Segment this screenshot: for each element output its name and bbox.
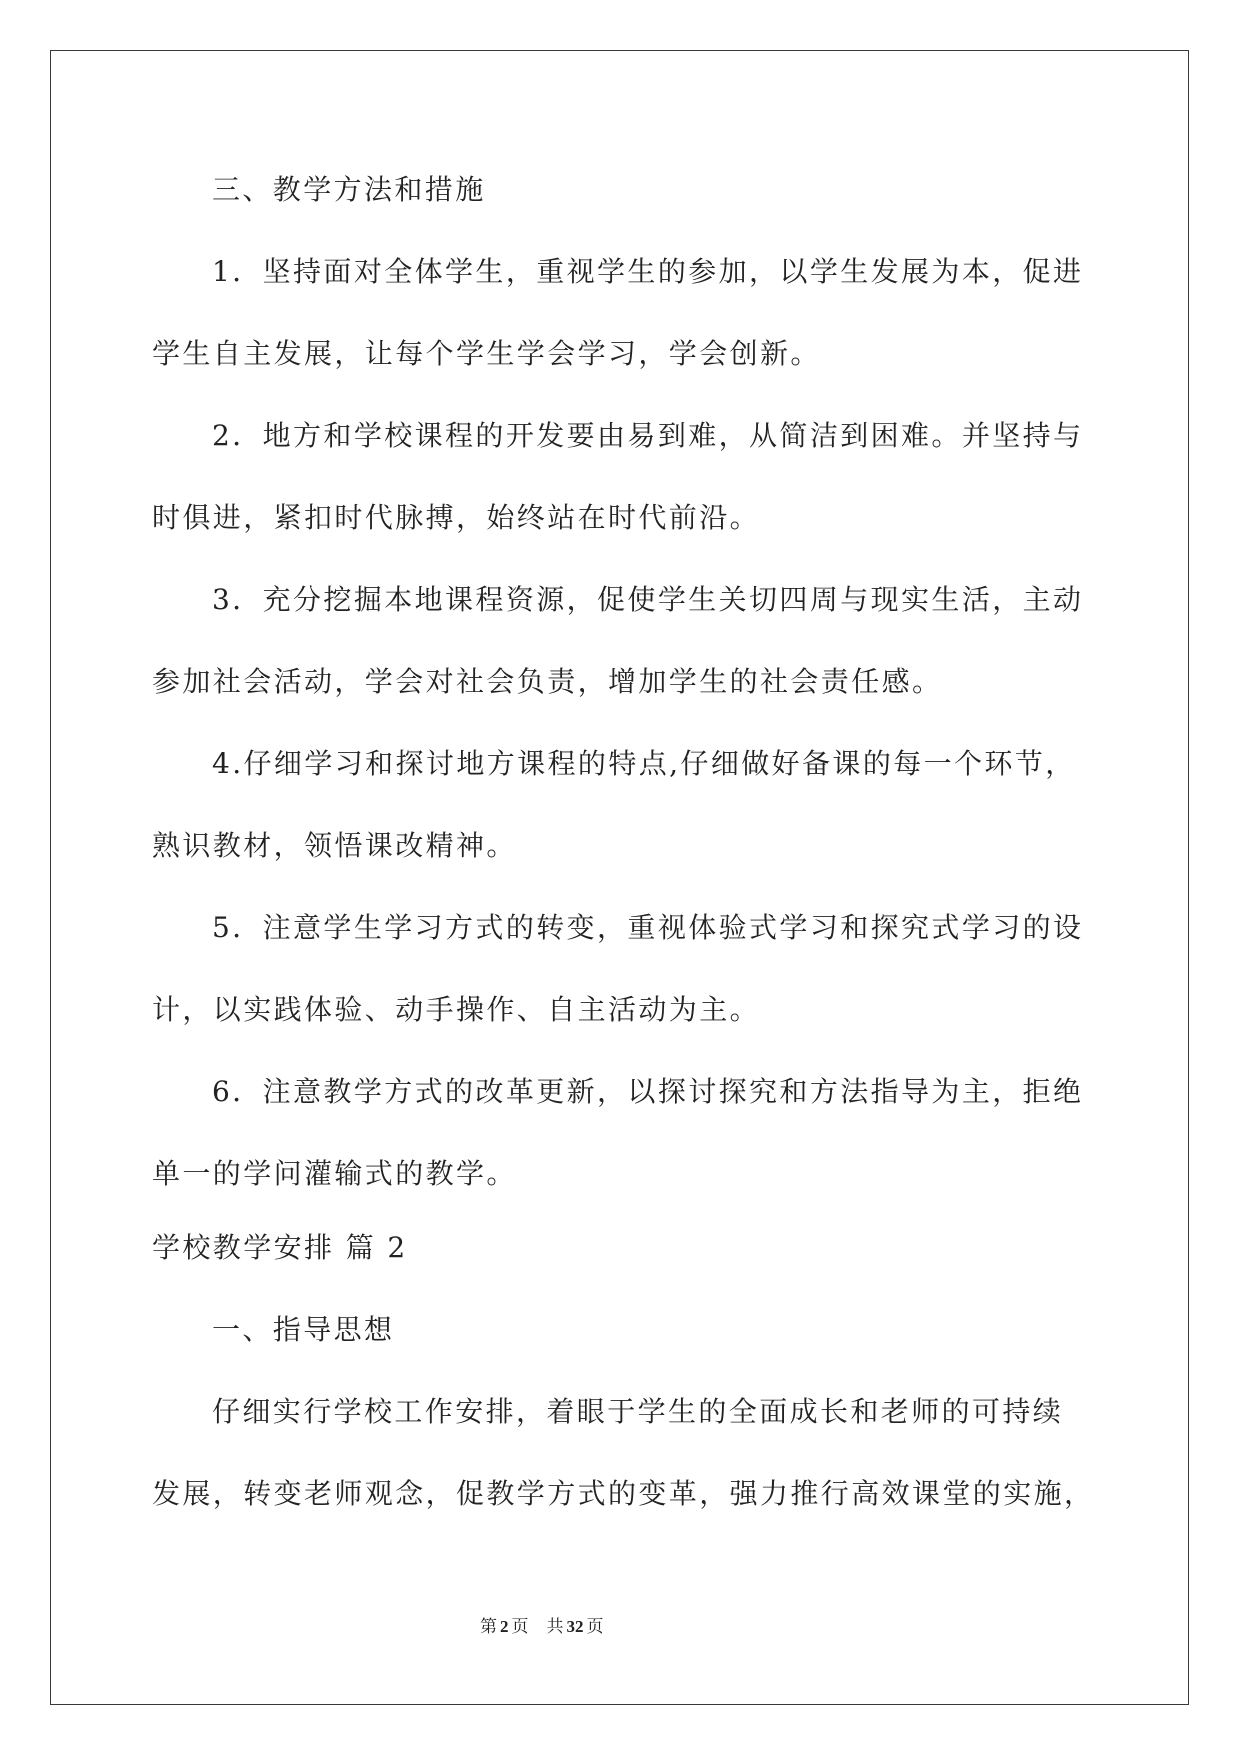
paragraph-line: 4.仔细学习和探讨地方课程的特点,仔细做好备课的每一个环节，	[212, 747, 1076, 780]
paragraph-line: 计，以实践体验、动手操作、自主活动为主。	[152, 993, 761, 1026]
page-number: 2	[500, 1617, 509, 1636]
paragraph-line: 发展，转变老师观念，促教学方式的变革，强力推行高效课堂的实施，	[152, 1477, 1095, 1510]
paragraph-line: 5．注意学生学习方式的转变，重视体验式学习和探究式学习的设	[212, 911, 1084, 944]
paragraph	[152, 231, 1112, 395]
paragraph	[152, 887, 1112, 1051]
paragraph-line: 6．注意教学方式的改革更新，以探讨探究和方法指导为主，拒绝	[212, 1075, 1084, 1108]
total-prefix: 共	[546, 1617, 564, 1636]
paragraph-line: 单一的学问灌输式的教学。	[152, 1157, 517, 1190]
page-footer	[480, 1614, 630, 1640]
paragraph-line: 时俱进，紧扣时代脉搏，始终站在时代前沿。	[152, 501, 761, 534]
paragraph-line: 2．地方和学校课程的开发要由易到难，从简洁到困难。并坚持与	[212, 419, 1084, 452]
paragraph	[152, 723, 1112, 887]
paragraph-line: 3．充分挖掘本地课程资源，促使学生关切四周与现实生活，主动	[212, 583, 1084, 616]
document-body	[152, 149, 1112, 1535]
paragraph-line: 熟识教材，领悟课改精神。	[152, 829, 517, 862]
paragraph-line: 1．坚持面对全体学生，重视学生的参加，以学生发展为本，促进	[212, 255, 1084, 288]
article-heading	[152, 1211, 1112, 1285]
total-pages: 32	[566, 1617, 584, 1636]
paragraph	[152, 1371, 1112, 1535]
section-heading-methods	[152, 149, 1112, 231]
paragraph-line: 参加社会活动，学会对社会负责，增加学生的社会责任感。	[152, 665, 943, 698]
section-heading-guiding-thought	[152, 1289, 1112, 1371]
paragraph-line: 学生自主发展，让每个学生学会学习，学会创新。	[152, 337, 821, 370]
paragraph	[152, 1051, 1112, 1215]
paragraph-line: 三、教学方法和措施	[212, 173, 486, 206]
article-title: 学校教学安排 篇 2	[152, 1231, 408, 1264]
paragraph-line: 一、指导思想	[212, 1313, 395, 1346]
total-suffix: 页	[586, 1617, 604, 1636]
paragraph	[152, 395, 1112, 559]
paragraph	[152, 559, 1112, 723]
page-suffix: 页	[511, 1617, 529, 1636]
page-prefix: 第	[480, 1617, 497, 1636]
paragraph-line: 仔细实行学校工作安排，着眼于学生的全面成长和老师的可持续	[212, 1395, 1064, 1428]
